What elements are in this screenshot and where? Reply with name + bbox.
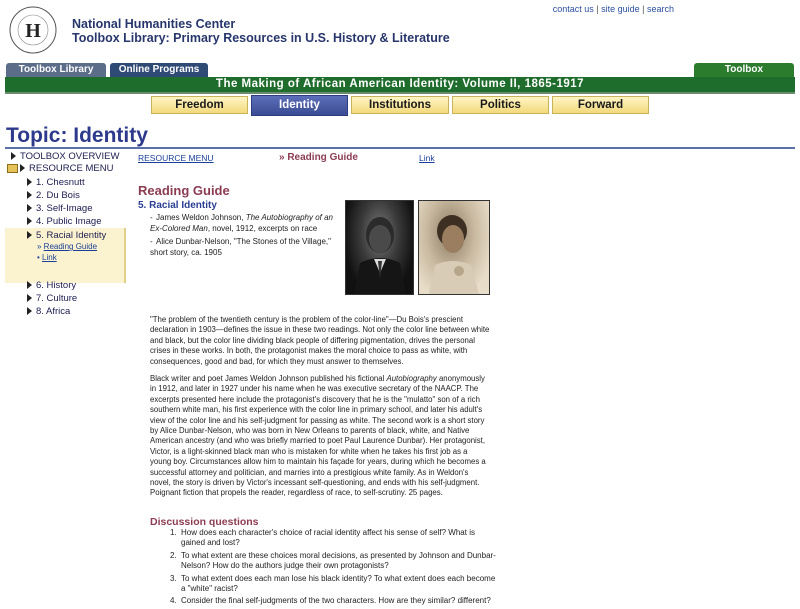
sidebar-item-du-bois[interactable] [27, 189, 146, 202]
sidebar-item-culture[interactable] [27, 292, 146, 305]
contact-us-link[interactable]: contact us [552, 4, 594, 14]
sidebar-item-label: 1. Chesnutt [36, 177, 85, 188]
list-item [170, 551, 500, 572]
sidebar-item-chesnutt[interactable] [27, 176, 146, 189]
search-link[interactable]: search [646, 4, 674, 14]
logo-letter: H [25, 20, 41, 42]
sidebar-item-label: RESOURCE MENU [29, 163, 114, 174]
triangle-right-icon [20, 164, 25, 172]
triangle-right-icon [11, 152, 16, 160]
source-item: - James Weldon Johnson, The Autobiography of an Ex-Colored Man, novel, 1912, excerpts on race [150, 213, 334, 233]
sidebar-item-label: 6. History [36, 280, 77, 291]
summary-paragraph [150, 374, 490, 499]
sidebar-item-label: 3. Self-Image [36, 203, 93, 214]
triangle-right-icon [27, 307, 32, 315]
question-text: To what extent does each man lose his black identity? To what extent does each become a "white" racist? [181, 573, 496, 594]
triangle-right-icon [27, 217, 32, 225]
site-subtitle: Toolbox Library: Primary Resources in U.S. History & Literature [72, 31, 450, 45]
page-title: Topic: Identity [6, 124, 148, 147]
org-name: National Humanities Center [72, 17, 236, 31]
portrait-woman-image [419, 201, 489, 294]
question-text: To what extent are these choices moral decisions, as presented by Johnson and Dunbar-Nelson? How do the authors judge their own protagonists? [181, 550, 496, 571]
reading-guide-current: » Reading Guide [279, 152, 358, 163]
sidebar-item-self-image[interactable] [27, 202, 146, 215]
separator: | [639, 4, 647, 14]
sidebar-item-label: 2. Du Bois [36, 190, 80, 201]
sidebar-item-africa[interactable] [27, 305, 146, 318]
source-work: The Autobiography of an Ex-Colored Man [150, 213, 334, 233]
sidebar-item-label: 7. Culture [36, 293, 78, 304]
discussion-list [170, 528, 500, 609]
sidebar-item-label: TOOLBOX OVERVIEW [20, 151, 120, 162]
folder-icon [7, 164, 18, 173]
sidebar-subitem-reading-guide[interactable]: » Reading Guide [37, 242, 98, 251]
sidebar-item-label: 8. Africa [36, 306, 71, 317]
list-item [170, 574, 500, 595]
theme-tab-freedom[interactable]: Freedom [151, 96, 248, 114]
summary-text: Black writer and poet James Weldon Johnson published his fictional [150, 374, 387, 383]
question-number: 3. [170, 573, 177, 583]
sidebar-nav [5, 149, 124, 600]
triangle-right-icon [27, 178, 32, 186]
tab-toolbox-library[interactable]: Toolbox Library [6, 63, 106, 77]
triangle-right-icon [27, 294, 32, 302]
source-item: - Alice Dunbar-Nelson, "The Stones of the Village," short story, ca. 1905 [150, 237, 331, 257]
site-header [0, 0, 800, 62]
link-nav-link[interactable]: Link [419, 153, 435, 163]
source-author: James Weldon Johnson, [156, 213, 246, 222]
summary-text: anonymously in 1912, and later in 1927 under his name when he was executive secretary of the NAACP. The excerpts presented here include the protagonist's discovery that he is the "mulatto" son of a rich southern white man, his first experience with the color line in primary school, and later his adult's view of the color line and his self-judgment for passing as white. The second work is a short story by Alice Dunbar-Nelson, who was born in New Orleans to parents of black, white, and Native American ancestry (and who was briefly married to poet Paul Laurence Dunbar). Her protagonist, Victor, is a light-skinned black man who is mistaken for white when he takes his first job as a young boy. Circumstances allow him to maintain his façade for years, during which he becomes a successful attorney and politician, and marries into a prestigious white family. As in Weldon's novel, the story is driven by Victor's incessant self-questioning, and ends with his self-judgment. Poignant fiction that propels the reader, regardless of race, to self-scrutiny. 25 pages. [150, 374, 486, 498]
theme-tab-identity[interactable]: Identity [251, 95, 348, 116]
tab-toolbox[interactable]: Toolbox [694, 63, 794, 77]
list-item [170, 528, 500, 549]
discussion-title: Discussion questions [150, 516, 259, 528]
sidebar-item-label: 5. Racial Identity [36, 230, 107, 241]
sidebar-item-public-image[interactable] [27, 215, 146, 228]
triangle-right-icon [27, 204, 32, 212]
triangle-right-icon [27, 191, 32, 199]
portrait-man-image [346, 201, 413, 294]
question-number: 2. [170, 550, 177, 560]
site-guide-link[interactable]: site guide [601, 4, 640, 14]
theme-tab-forward[interactable]: Forward [552, 96, 649, 114]
sidebar-item-label: 4. Public Image [36, 216, 102, 227]
source-work: "The Stones of the Village," [233, 237, 331, 246]
theme-tab-politics[interactable]: Politics [452, 96, 549, 114]
section-title: 5. Racial Identity [138, 200, 217, 211]
list-item [170, 596, 500, 606]
sidebar-subitem-link[interactable]: • Link [37, 253, 57, 262]
sidebar-item-resource-menu[interactable] [7, 162, 126, 175]
theme-tab-institutions[interactable]: Institutions [351, 96, 449, 114]
separator: | [593, 4, 602, 14]
sidebar-item-history[interactable] [27, 279, 146, 292]
question-number: 4. [170, 596, 177, 606]
source-detail: , novel, 1912, excerpts on race [207, 224, 318, 233]
intro-paragraph: "The problem of the twentieth century is the problem of the color-line"—Du Bois's prescient declaration in 1903—defines the issue in these two readings. Not only the color line between white and black, but the color line dividing black people of differing pigmentation, drives the personal crises in these works. In both, the protagonist makes the moral choice to pass as white, with consequences, good and bad, for which they must answer to themselves. [150, 315, 490, 366]
triangle-right-icon [27, 231, 32, 239]
top-links [553, 4, 674, 14]
reading-guide-sublink[interactable]: Reading Guide [43, 242, 98, 251]
dunbar-nelson-portrait-photo [418, 200, 490, 295]
tab-online-programs[interactable]: Online Programs [110, 63, 208, 77]
question-number: 1. [170, 528, 177, 537]
source-detail: short story, ca. 1905 [150, 248, 222, 257]
summary-emphasis: Autobiography [386, 374, 437, 383]
resource-menu-link[interactable]: RESOURCE MENU [138, 153, 214, 163]
reading-guide-title: Reading Guide [138, 183, 230, 198]
link-sublink[interactable]: Link [42, 253, 57, 262]
volume-banner: The Making of African American Identity: Volume II, 1865-1917 [5, 77, 795, 92]
question-text: Consider the final self-judgments of the two characters. How are they similar? different? [181, 596, 491, 606]
johnson-portrait-photo [345, 200, 414, 295]
banner-divider [5, 92, 795, 94]
sidebar-item-racial-identity[interactable] [27, 229, 124, 242]
source-author: Alice Dunbar-Nelson, [156, 237, 234, 246]
triangle-right-icon [27, 281, 32, 289]
humanities-center-logo[interactable] [8, 5, 58, 55]
question-text: How does each character's choice of racial identity affect his sense of self? What is gained and lost? [181, 528, 475, 548]
